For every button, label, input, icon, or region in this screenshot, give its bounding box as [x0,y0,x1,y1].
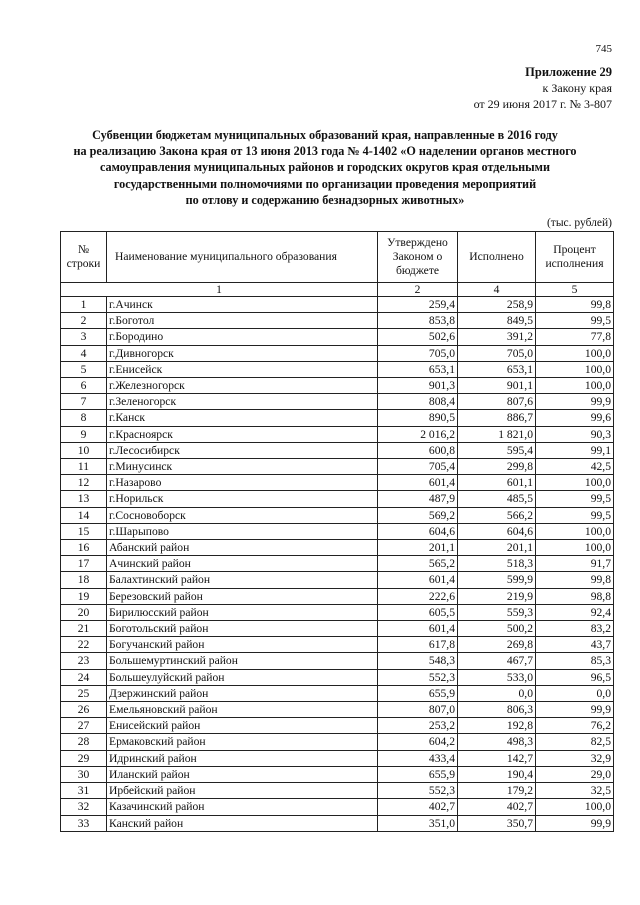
table-row [61,442,614,458]
cell-executed: 350,7 [458,815,536,831]
cell-approved: 502,6 [378,329,458,345]
table-row [61,702,614,718]
cell-approved: 552,3 [378,669,458,685]
cell-row-number: 12 [61,475,107,491]
cell-executed: 806,3 [458,702,536,718]
cell-executed: 518,3 [458,556,536,572]
table-row [61,766,614,782]
cell-executed: 599,9 [458,572,536,588]
cell-approved: 222,6 [378,588,458,604]
table-row [61,556,614,572]
cell-approved: 605,5 [378,604,458,620]
cell-municipality-name: Дзержинский район [107,685,378,701]
column-number: 4 [458,283,536,297]
cell-approved: 617,8 [378,637,458,653]
cell-municipality-name: Ирбейский район [107,783,378,799]
cell-executed: 192,8 [458,718,536,734]
table-header-row [61,232,614,283]
title-line: Субвенции бюджетам муниципальных образований края, направленные в 2016 году [92,128,558,142]
cell-approved: 433,4 [378,750,458,766]
cell-row-number: 22 [61,637,107,653]
cell-percent: 99,5 [536,507,614,523]
cell-percent: 43,7 [536,637,614,653]
cell-executed: 653,1 [458,361,536,377]
cell-percent: 92,4 [536,604,614,620]
cell-executed: 1 821,0 [458,426,536,442]
appendix-block [474,64,612,112]
cell-municipality-name: Большеулуйский район [107,669,378,685]
table-row [61,750,614,766]
cell-executed: 485,5 [458,491,536,507]
cell-row-number: 21 [61,621,107,637]
cell-executed: 705,0 [458,345,536,361]
cell-row-number: 31 [61,783,107,799]
cell-percent: 100,0 [536,475,614,491]
cell-row-number: 24 [61,669,107,685]
cell-percent: 100,0 [536,378,614,394]
title-line: государственными полномочиями по организации проведения мероприятий [113,176,537,191]
cell-municipality-name: Боготольский район [107,621,378,637]
cell-executed: 467,7 [458,653,536,669]
cell-row-number: 17 [61,556,107,572]
table-row [61,329,614,345]
cell-approved: 808,4 [378,394,458,410]
header-row-number: № строки [61,232,107,283]
cell-municipality-name: Казачинский район [107,799,378,815]
cell-percent: 77,8 [536,329,614,345]
units-label: (тыс. рублей) [546,217,612,229]
table-row [61,410,614,426]
cell-percent: 100,0 [536,540,614,556]
cell-percent: 100,0 [536,361,614,377]
cell-percent: 90,3 [536,426,614,442]
document-title [30,127,620,208]
table-row [61,621,614,637]
table-row [61,313,614,329]
cell-executed: 258,9 [458,297,536,313]
cell-approved: 351,0 [378,815,458,831]
cell-municipality-name: Бирилюсский район [107,604,378,620]
title-line: по отлову и содержанию безнадзорных животных» [185,192,465,207]
cell-row-number: 4 [61,345,107,361]
column-number: 5 [536,283,614,297]
cell-approved: 901,3 [378,378,458,394]
cell-percent: 76,2 [536,718,614,734]
cell-executed: 566,2 [458,507,536,523]
cell-percent: 99,9 [536,815,614,831]
table-row [61,540,614,556]
cell-municipality-name: Ермаковский район [107,734,378,750]
cell-percent: 96,5 [536,669,614,685]
cell-percent: 99,1 [536,442,614,458]
cell-row-number: 25 [61,685,107,701]
table-row [61,426,614,442]
cell-executed: 849,5 [458,313,536,329]
cell-row-number: 5 [61,361,107,377]
cell-row-number: 30 [61,766,107,782]
cell-approved: 253,2 [378,718,458,734]
cell-percent: 82,5 [536,734,614,750]
cell-executed: 142,7 [458,750,536,766]
table-row [61,669,614,685]
cell-percent: 100,0 [536,523,614,539]
header-executed: Исполнено [458,232,536,283]
cell-approved: 487,9 [378,491,458,507]
cell-executed: 201,1 [458,540,536,556]
cell-percent: 99,5 [536,491,614,507]
cell-executed: 299,8 [458,459,536,475]
table-row [61,378,614,394]
header-approved: Утверждено Законом о бюджете [378,232,458,283]
cell-approved: 402,7 [378,799,458,815]
cell-percent: 100,0 [536,345,614,361]
cell-row-number: 32 [61,799,107,815]
cell-row-number: 1 [61,297,107,313]
column-number-row [61,283,614,297]
table-row [61,572,614,588]
column-number: 2 [378,283,458,297]
cell-percent: 85,3 [536,653,614,669]
cell-executed: 269,8 [458,637,536,653]
cell-row-number: 27 [61,718,107,734]
cell-percent: 83,2 [536,621,614,637]
cell-approved: 600,8 [378,442,458,458]
cell-municipality-name: Абанский район [107,540,378,556]
table-row [61,653,614,669]
cell-row-number: 3 [61,329,107,345]
table-row [61,604,614,620]
cell-municipality-name: г.Лесосибирск [107,442,378,458]
cell-executed: 595,4 [458,442,536,458]
header-percent: Процент исполнения [536,232,614,283]
cell-percent: 99,8 [536,297,614,313]
cell-executed: 402,7 [458,799,536,815]
cell-executed: 500,2 [458,621,536,637]
cell-approved: 853,8 [378,313,458,329]
cell-municipality-name: Енисейский район [107,718,378,734]
cell-row-number: 8 [61,410,107,426]
cell-executed: 179,2 [458,783,536,799]
cell-percent: 99,6 [536,410,614,426]
cell-executed: 0,0 [458,685,536,701]
cell-executed: 391,2 [458,329,536,345]
cell-municipality-name: г.Енисейск [107,361,378,377]
cell-municipality-name: Балахтинский район [107,572,378,588]
title-line: на реализацию Закона края от 13 июня 2013 года № 4-1402 «О наделении органов местного [73,144,577,159]
cell-approved: 655,9 [378,766,458,782]
table-row [61,523,614,539]
cell-row-number: 23 [61,653,107,669]
cell-approved: 548,3 [378,653,458,669]
header-municipality-name: Наименование муниципального образования [107,232,378,283]
cell-approved: 2 016,2 [378,426,458,442]
cell-percent: 98,8 [536,588,614,604]
cell-municipality-name: Канский район [107,815,378,831]
cell-percent: 0,0 [536,685,614,701]
cell-percent: 32,5 [536,783,614,799]
cell-municipality-name: г.Ачинск [107,297,378,313]
cell-municipality-name: г.Железногорск [107,378,378,394]
cell-approved: 655,9 [378,685,458,701]
cell-row-number: 16 [61,540,107,556]
table-row [61,345,614,361]
cell-approved: 653,1 [378,361,458,377]
title-line: самоуправления муниципальных районов и городских округов края отдельными [99,160,551,175]
cell-municipality-name: г.Канск [107,410,378,426]
cell-approved: 604,6 [378,523,458,539]
table-row [61,588,614,604]
cell-row-number: 11 [61,459,107,475]
cell-municipality-name: г.Зеленогорск [107,394,378,410]
cell-percent: 99,9 [536,394,614,410]
cell-approved: 565,2 [378,556,458,572]
cell-approved: 601,4 [378,572,458,588]
cell-row-number: 9 [61,426,107,442]
column-number: 1 [61,283,378,297]
cell-municipality-name: г.Назарово [107,475,378,491]
table-row [61,491,614,507]
cell-approved: 807,0 [378,702,458,718]
cell-executed: 498,3 [458,734,536,750]
cell-municipality-name: Емельяновский район [107,702,378,718]
cell-executed: 219,9 [458,588,536,604]
cell-row-number: 2 [61,313,107,329]
cell-row-number: 18 [61,572,107,588]
appendix-law-reference: к Закону края [542,81,612,95]
cell-approved: 705,4 [378,459,458,475]
cell-municipality-name: г.Норильск [107,491,378,507]
table-row [61,475,614,491]
table-row [61,637,614,653]
table-row [61,783,614,799]
table-row [61,459,614,475]
table-row [61,394,614,410]
table-row [61,685,614,701]
table-row [61,297,614,313]
cell-approved: 601,4 [378,621,458,637]
cell-municipality-name: г.Сосновоборск [107,507,378,523]
cell-row-number: 15 [61,523,107,539]
cell-municipality-name: Большемуртинский район [107,653,378,669]
cell-executed: 886,7 [458,410,536,426]
cell-approved: 604,2 [378,734,458,750]
cell-percent: 42,5 [536,459,614,475]
cell-municipality-name: Березовский район [107,588,378,604]
cell-municipality-name: Иланский район [107,766,378,782]
cell-row-number: 6 [61,378,107,394]
cell-row-number: 10 [61,442,107,458]
cell-municipality-name: Ачинский район [107,556,378,572]
cell-municipality-name: Идринский район [107,750,378,766]
cell-row-number: 33 [61,815,107,831]
cell-percent: 99,9 [536,702,614,718]
cell-municipality-name: г.Шарыпово [107,523,378,539]
cell-approved: 552,3 [378,783,458,799]
cell-row-number: 7 [61,394,107,410]
cell-municipality-name: г.Минусинск [107,459,378,475]
cell-municipality-name: г.Боготол [107,313,378,329]
cell-percent: 100,0 [536,799,614,815]
cell-percent: 91,7 [536,556,614,572]
cell-row-number: 19 [61,588,107,604]
cell-municipality-name: г.Бородино [107,329,378,345]
cell-executed: 533,0 [458,669,536,685]
cell-executed: 559,3 [458,604,536,620]
cell-row-number: 28 [61,734,107,750]
cell-approved: 601,4 [378,475,458,491]
appendix-law-date: от 29 июня 2017 г. № 3-807 [473,97,612,111]
cell-approved: 201,1 [378,540,458,556]
cell-executed: 190,4 [458,766,536,782]
table-row [61,718,614,734]
appendix-title: Приложение 29 [525,65,612,79]
cell-row-number: 29 [61,750,107,766]
table-row [61,361,614,377]
subvention-table [60,231,614,832]
cell-row-number: 14 [61,507,107,523]
cell-approved: 890,5 [378,410,458,426]
table-body [61,283,614,832]
cell-row-number: 26 [61,702,107,718]
cell-municipality-name: Богучанский район [107,637,378,653]
cell-percent: 32,9 [536,750,614,766]
cell-row-number: 13 [61,491,107,507]
cell-executed: 601,1 [458,475,536,491]
page-number: 745 [595,43,612,55]
cell-approved: 705,0 [378,345,458,361]
table-row [61,507,614,523]
table-row [61,734,614,750]
table-row [61,799,614,815]
cell-approved: 569,2 [378,507,458,523]
cell-row-number: 20 [61,604,107,620]
cell-percent: 29,0 [536,766,614,782]
cell-percent: 99,5 [536,313,614,329]
cell-municipality-name: г.Красноярск [107,426,378,442]
cell-executed: 901,1 [458,378,536,394]
cell-percent: 99,8 [536,572,614,588]
cell-executed: 604,6 [458,523,536,539]
cell-approved: 259,4 [378,297,458,313]
cell-executed: 807,6 [458,394,536,410]
table-row [61,815,614,831]
cell-municipality-name: г.Дивногорск [107,345,378,361]
